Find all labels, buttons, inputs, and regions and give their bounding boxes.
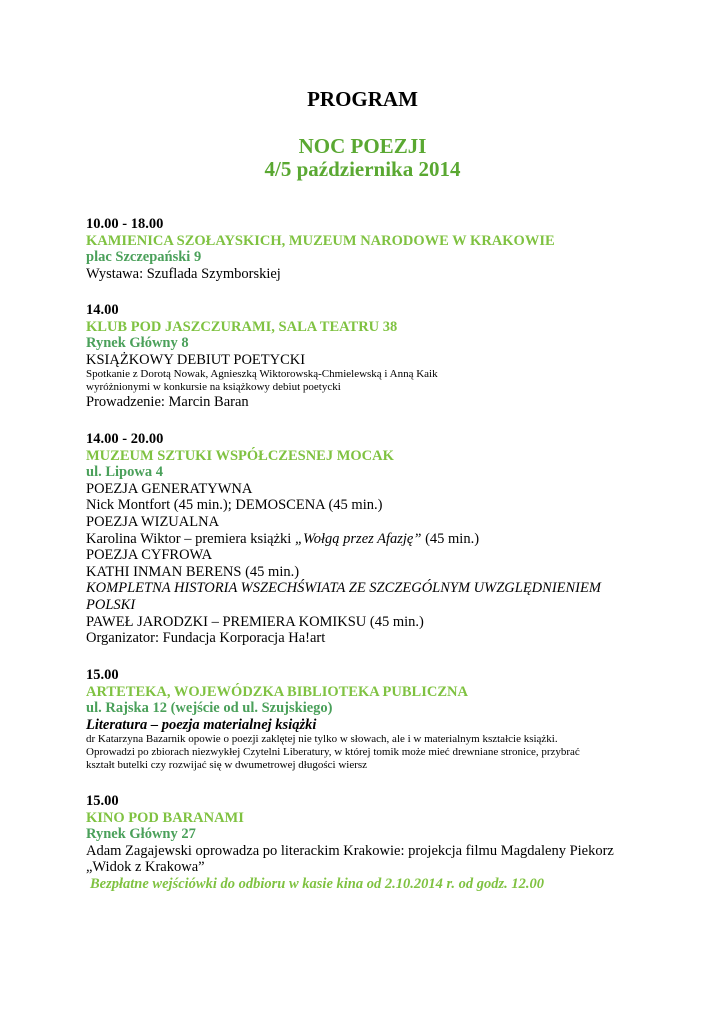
program-entry [86,793,646,893]
entry-detail: Spotkanie z Dorotą Nowak, Agnieszką Wiktorowską-Chmielewską i Anną Kaik [86,368,438,381]
entry-venue: KAMIENICA SZOŁAYSKICH, MUZEUM NARODOWE W KRAKOWIE [86,232,555,249]
entry-address: Rynek Główny 27 [86,826,196,843]
entry-item-text: Karolina Wiktor – premiera książki [86,530,295,547]
entry-time: 10.00 - 18.00 [86,216,164,232]
entry-item: POEZJA CYFROWA [86,547,213,564]
entry-item-text: (45 min.) [421,530,480,547]
entry-detail: Oprowadzi po zbiorach niezwykłej Czytelni Liberatury, w której tomik może mieć drewniane stronice, przybrać [86,745,580,758]
entry-address: ul. Rajska 12 (wejście od ul. Szujskiego) [86,700,333,717]
event-date-heading: 4/5 października 2014 [264,157,461,181]
entry-detail: kształt butelki czy rozwijać się w dwumetrowej długości wiersz [86,758,368,771]
program-entry [86,216,646,282]
entry-venue: ARTETEKA, WOJEWÓDZKA BIBLIOTEKA PUBLICZNA [86,683,468,700]
entry-time: 14.00 [86,302,119,318]
entry-venue: KINO POD BARANAMI [86,809,244,826]
entry-item: PAWEŁ JARODZKI – PREMIERA KOMIKSU (45 min.) [86,613,424,630]
entry-item: KOMPLETNA HISTORIA WSZECHŚWIATA ZE SZCZEGÓLNYM UWZGLĘDNIENIEM [86,580,601,597]
entry-description: Adam Zagajewski oprowadza po literackim Krakowie: projekcja filmu Magdaleny Piekorz [86,842,614,859]
program-heading: PROGRAM [307,87,418,111]
entry-organizer: Organizator: Fundacja Korporacja Ha!art [86,630,326,647]
entry-item: KATHI INMAN BERENS (45 min.) [86,563,300,580]
entry-time: 15.00 [86,793,119,809]
entry-item: POEZJA GENERATYWNA [86,480,253,497]
entry-host: Prowadzenie: Marcin Baran [86,393,249,410]
program-entry [86,667,646,771]
program-entry [86,431,646,647]
entry-item [86,531,646,548]
entry-venue: KLUB POD JASZCZURAMI, SALA TEATRU 38 [86,318,398,335]
entry-detail: dr Katarzyna Bazarnik opowie o poezji zaklętej nie tylko w słowach, ale i w materialnym kształcie książki. [86,733,558,746]
entry-detail: wyróżnionymi w konkursie na książkowy debiut poetycki [86,380,341,393]
entry-item: POLSKI [86,596,136,613]
entry-description: Wystawa: Szuflada Szymborskiej [86,265,281,282]
event-name-heading: NOC POEZJI [298,134,427,158]
entry-item: Nick Montfort (45 min.); DEMOSCENA (45 min.) [86,497,383,514]
entry-time: 14.00 - 20.00 [86,431,164,447]
entry-title: KSIĄŻKOWY DEBIUT POETYCKI [86,351,306,368]
entry-address: Rynek Główny 8 [86,335,189,352]
entry-address: plac Szczepański 9 [86,249,202,266]
entry-title: Literatura – poezja materialnej książki [86,716,317,733]
program-entry [86,302,646,410]
film-title: „Widok z Krakowa” [86,859,205,876]
entry-time: 15.00 [86,667,119,683]
entry-address: ul. Lipowa 4 [86,464,163,481]
ticket-note: Bezpłatne wejściówki do odbioru w kasie kina od 2.10.2014 r. od godz. 12.00 [90,875,544,892]
entry-venue: MUZEUM SZTUKI WSPÓŁCZESNEJ MOCAK [86,447,394,464]
book-title: „Wołgą przez Afazję” [294,530,422,547]
entry-item: POEZJA WIZUALNA [86,513,220,530]
